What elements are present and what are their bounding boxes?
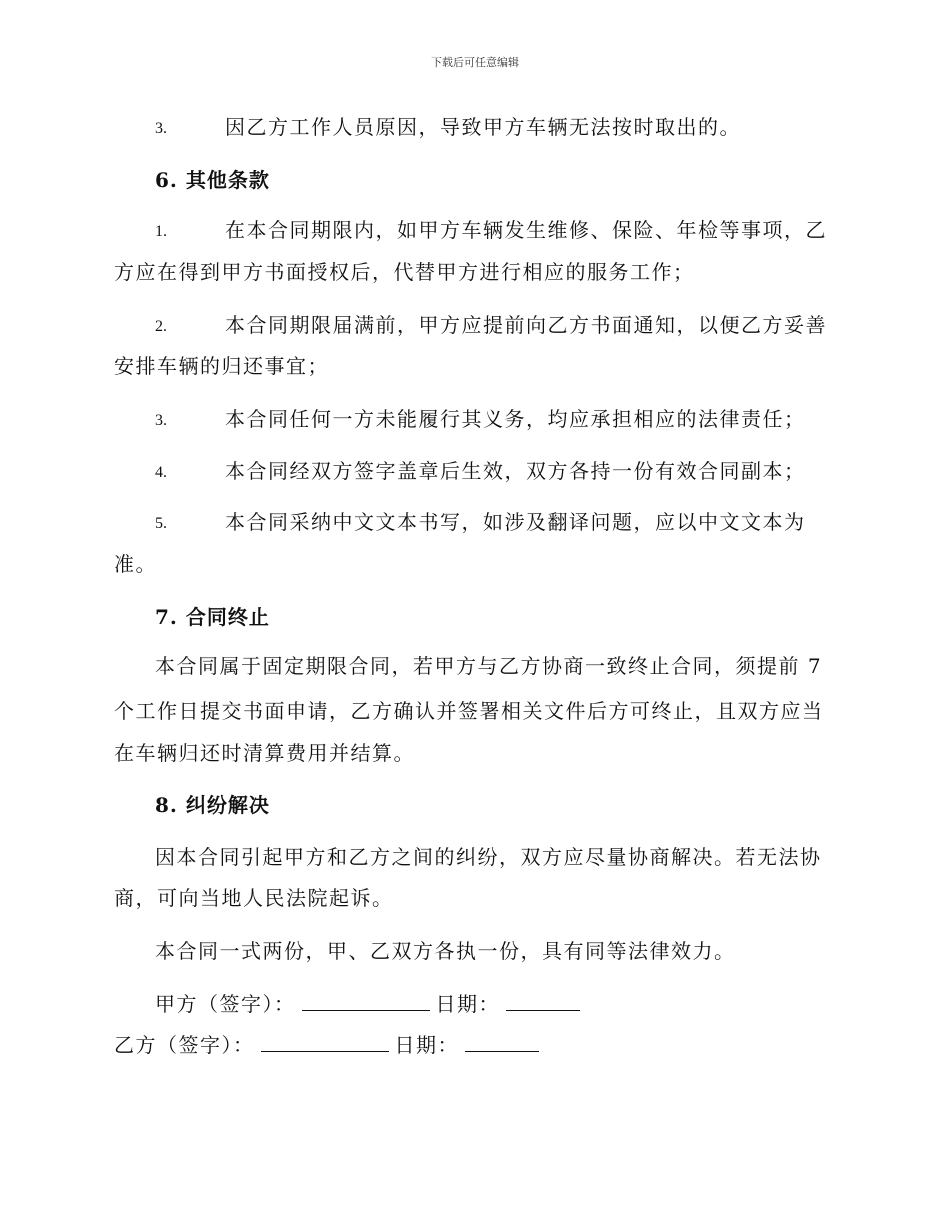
paragraph-text-continued: 在车辆归还时清算费用并结算。: [114, 741, 415, 765]
clause-text: 本合同经双方签字盖章后生效，双方各持一份有效合同副本；: [225, 459, 806, 483]
item-number: 2.: [155, 318, 167, 335]
party-a-signature-blank[interactable]: [302, 990, 430, 1011]
paragraph-text: 本合同属于固定期限合同，若甲方与乙方协商一致终止合同，须提前 7: [155, 654, 823, 678]
closing-statement: 本合同一式两份，甲、乙双方各执一份，具有同等法律效力。: [155, 939, 736, 963]
clause-text-continued: 安排车辆的归还事宜；: [114, 354, 329, 378]
item-number: 3.: [155, 120, 167, 137]
party-b-label: 乙方（签字）：: [114, 1033, 255, 1057]
clause-text: 在本合同期限内，如甲方车辆发生维修、保险、年检等事项，乙: [225, 218, 827, 242]
clause-text-continued: 准。: [114, 552, 157, 576]
party-a-signature-line: [155, 990, 586, 1018]
clause-text: 本合同任何一方未能履行其义务，均应承担相应的法律责任；: [225, 407, 806, 431]
clause-text-continued: 方应在得到甲方书面授权后，代替甲方进行相应的服务工作；: [114, 260, 695, 284]
item-number: 5.: [155, 515, 167, 532]
paragraph-text-continued: 个工作日提交书面申请，乙方确认并签署相关文件后方可终止，且双方应当: [114, 699, 824, 723]
party-b-date-blank[interactable]: [465, 1031, 539, 1052]
party-a-date-blank[interactable]: [506, 990, 580, 1011]
party-b-signature-blank[interactable]: [261, 1031, 389, 1052]
clause-text: 本合同采纳中文文本书写，如涉及翻译问题，应以中文文本为: [225, 510, 806, 534]
section-heading-7: 7. 合同终止: [155, 605, 270, 629]
page-header-note: 下载后可任意编辑: [431, 56, 519, 69]
paragraph-text-continued: 商，可向当地人民法院起诉。: [114, 886, 394, 910]
section-heading-6: 6. 其他条款: [155, 168, 270, 192]
clause-text: 因乙方工作人员原因，导致甲方车辆无法按时取出的。: [225, 115, 741, 139]
item-number: 3.: [155, 412, 167, 429]
section-heading-8: 8. 纠纷解决: [155, 793, 270, 817]
date-label: 日期：: [435, 992, 500, 1016]
party-b-signature-line: [114, 1031, 545, 1059]
date-label: 日期：: [394, 1033, 459, 1057]
item-number: 4.: [155, 464, 167, 481]
paragraph-text: 因本合同引起甲方和乙方之间的纠纷，双方应尽量协商解决。若无法协: [155, 845, 822, 869]
item-number: 1.: [155, 223, 167, 240]
clause-text: 本合同期限届满前，甲方应提前向乙方书面通知，以便乙方妥善: [225, 313, 827, 337]
party-a-label: 甲方（签字）：: [155, 992, 296, 1016]
